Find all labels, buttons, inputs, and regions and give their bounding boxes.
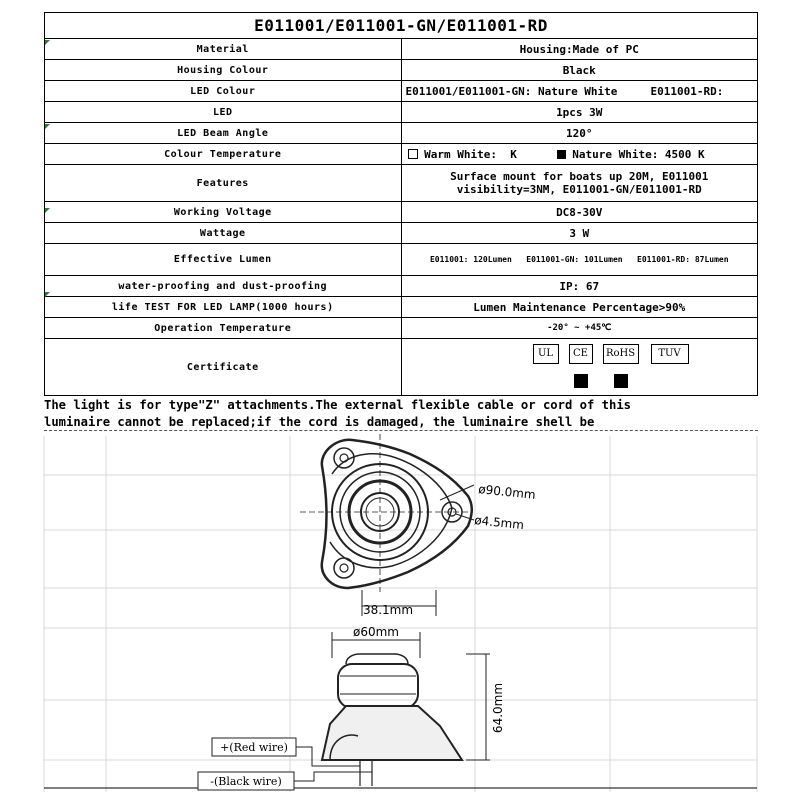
ce-mark: CE [569,344,593,364]
spec-value: 1pcs 3W [401,102,758,123]
spec-label: Wattage [45,223,402,244]
black-wire-label: -(Black wire) [210,775,282,788]
hole-spacing-label: 38.1mm [362,603,414,617]
spec-label: Working Voltage [45,202,402,223]
spec-value: Lumen Maintenance Percentage>90% [401,297,758,318]
top-view [300,434,474,616]
spec-label: Housing Colour [45,60,402,81]
spec-value: Black [401,60,758,81]
rohs-mark: RoHS [603,344,639,364]
spec-label: Material [45,39,402,60]
spec-label: Effective Lumen [45,244,402,276]
ul-mark: UL [533,344,559,364]
tuv-mark: TUV [651,344,689,364]
spec-label: LED Beam Angle [45,123,402,144]
nature-white-label: Nature White: 4500 K [572,147,705,161]
spec-value: 3 W [401,223,758,244]
features-line-1: Surface mount for boats up 20M, E011001 [450,170,709,183]
spec-label: LED Colour [45,81,402,102]
height-label: 64.0mm [491,682,505,734]
note-line-2: luminaire cannot be replaced;if the cord is damaged, the luminaire shell be [44,415,595,429]
spec-value: -20° ~ +45℃ [401,318,758,339]
outer-diameter-label: ø90.0mm [477,482,537,502]
spec-label: life TEST FOR LED LAMP(1000 hours) [45,297,402,318]
spec-value: IP: 67 [401,276,758,297]
spec-label: Operation Temperature [45,318,402,339]
hole-diameter-label: ø4.5mm [473,513,525,533]
red-wire-label: +(Red wire) [220,741,288,754]
spec-value: E011001: 120Lumen E011001-GN: 101Lumen E011001-RD: 87Lumen [401,244,758,276]
spec-value: DC8-30V [401,202,758,223]
side-view [198,632,490,790]
spec-label: LED [45,102,402,123]
side-diameter-label: ø60mm [353,625,399,639]
spec-label: Features [45,165,402,202]
spec-value: 120° [401,123,758,144]
warm-white-label: Warm White: K [424,147,517,161]
spec-label: water-proofing and dust-proofing [45,276,402,297]
product-title: E011001/E011001-GN/E011001-RD [45,13,758,39]
features-line-2: visibility=3NM, E011001-GN/E011001-RD [456,183,702,196]
spec-label: Colour Temperature [45,144,402,165]
note-line-1: The light is for type"Z" attachments.The external flexible cable or cord of this [44,398,631,412]
spec-value: Housing:Made of PC [401,39,758,60]
spec-value: E011001/E011001-GN: Nature White E011001-RD: [401,81,758,102]
spec-label: Certificate [45,339,402,396]
